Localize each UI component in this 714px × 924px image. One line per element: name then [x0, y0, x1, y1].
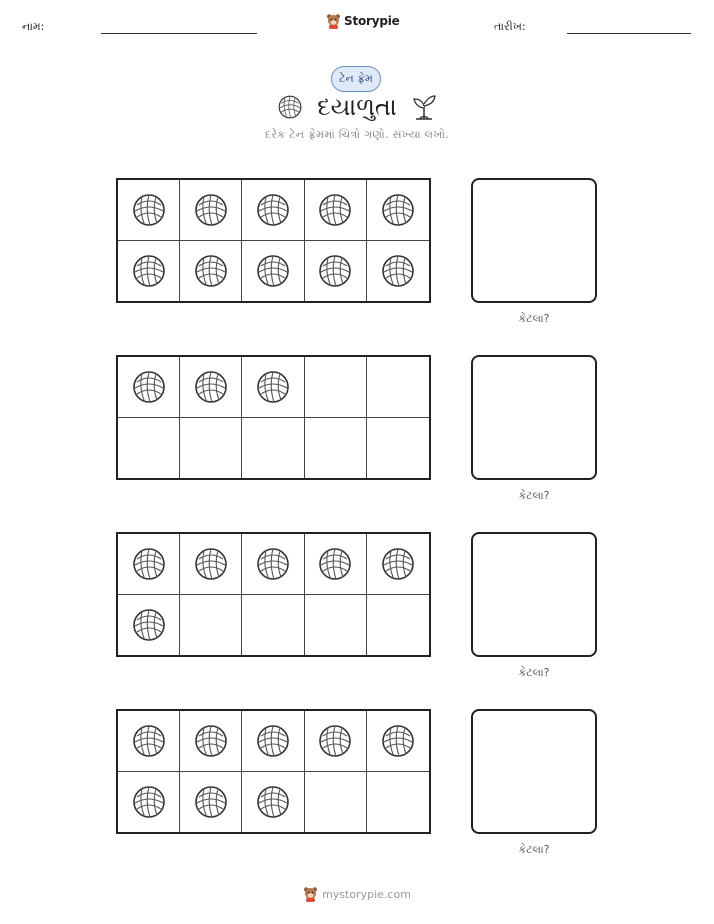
yarn-ball-icon	[317, 192, 353, 228]
frame-cell	[367, 595, 429, 656]
yarn-ball-icon	[277, 94, 303, 120]
yarn-ball-icon	[255, 546, 291, 582]
frame-cell	[242, 595, 304, 656]
frame-cell	[367, 357, 429, 418]
date-line[interactable]	[567, 33, 691, 34]
answer-box-3[interactable]	[471, 532, 597, 657]
yarn-ball-icon	[380, 253, 416, 289]
yarn-ball-icon	[255, 192, 291, 228]
name-label: નામ:	[22, 20, 45, 33]
instructions: દરેક ટેન ફ્રેમમાં ચિત્રો ગણો. સંખ્યા લખો.	[264, 128, 450, 141]
answer-label: કેટલા?	[518, 666, 550, 679]
answer-box-1[interactable]	[471, 178, 597, 303]
yarn-ball-icon	[255, 369, 291, 405]
yarn-ball-icon	[193, 369, 229, 405]
yarn-ball-icon	[380, 546, 416, 582]
yarn-ball-icon	[317, 723, 353, 759]
page-title: દયાળુતા	[317, 93, 397, 121]
frame-cell	[180, 772, 242, 833]
ten-frame-3	[116, 532, 431, 657]
frame-cell	[180, 180, 242, 241]
frame-cell	[118, 180, 180, 241]
frame-cell	[305, 534, 367, 595]
yarn-ball-icon	[193, 784, 229, 820]
yarn-ball-icon	[255, 723, 291, 759]
yarn-ball-icon	[380, 723, 416, 759]
frame-cell	[305, 180, 367, 241]
ten-frame-4	[116, 709, 431, 834]
frame-cell	[367, 534, 429, 595]
yarn-ball-icon	[380, 192, 416, 228]
frame-cell	[118, 534, 180, 595]
frame-cell	[367, 418, 429, 479]
footer-url[interactable]: mystorypie.com	[322, 887, 411, 901]
answer-label: કેટલા?	[518, 843, 550, 856]
frame-cell	[118, 241, 180, 302]
name-line[interactable]	[101, 33, 257, 34]
frame-cell	[305, 595, 367, 656]
frame-cell	[305, 711, 367, 772]
yarn-ball-icon	[317, 253, 353, 289]
frame-cell	[242, 711, 304, 772]
frame-cell	[242, 418, 304, 479]
yarn-ball-icon	[131, 784, 167, 820]
yarn-ball-icon	[255, 253, 291, 289]
frame-cell	[180, 711, 242, 772]
frame-cell	[118, 595, 180, 656]
frame-cell	[367, 772, 429, 833]
frame-cell	[118, 772, 180, 833]
yarn-ball-icon	[193, 723, 229, 759]
date-label: તારીખ:	[494, 20, 526, 33]
yarn-ball-icon	[193, 546, 229, 582]
frame-cell	[242, 534, 304, 595]
frame-cell	[180, 418, 242, 479]
yarn-ball-icon	[255, 784, 291, 820]
frame-cell	[118, 711, 180, 772]
frame-cell	[180, 595, 242, 656]
answer-box-2[interactable]	[471, 355, 597, 480]
frame-cell	[118, 357, 180, 418]
yarn-ball-icon	[131, 192, 167, 228]
yarn-ball-icon	[193, 253, 229, 289]
ten-frame-2	[116, 355, 431, 480]
yarn-ball-icon	[317, 546, 353, 582]
footer	[0, 886, 714, 902]
frame-cell	[367, 180, 429, 241]
frame-cell	[180, 534, 242, 595]
frame-cell	[242, 241, 304, 302]
yarn-ball-icon	[131, 723, 167, 759]
bear-mascot-icon	[326, 13, 341, 29]
frame-cell	[242, 357, 304, 418]
frame-cell	[242, 180, 304, 241]
frame-cell	[180, 241, 242, 302]
brand-logo	[326, 13, 400, 29]
yarn-ball-icon	[193, 192, 229, 228]
answer-label: કેટલા?	[518, 489, 550, 502]
answer-label: કેટલા?	[518, 312, 550, 325]
bear-mascot-icon	[303, 886, 318, 902]
frame-cell	[367, 711, 429, 772]
brand-name: Storypie	[344, 14, 400, 28]
worksheet-type-badge: ટેન ફ્રેમ	[331, 66, 381, 92]
yarn-ball-icon	[131, 369, 167, 405]
ten-frame-1	[116, 178, 431, 303]
frame-cell	[180, 357, 242, 418]
frame-cell	[305, 418, 367, 479]
yarn-ball-icon	[131, 607, 167, 643]
frame-cell	[367, 241, 429, 302]
sprout-icon	[411, 92, 437, 122]
yarn-ball-icon	[131, 253, 167, 289]
frame-cell	[305, 357, 367, 418]
frame-cell	[118, 418, 180, 479]
frame-cell	[305, 772, 367, 833]
answer-box-4[interactable]	[471, 709, 597, 834]
frame-cell	[305, 241, 367, 302]
yarn-ball-icon	[131, 546, 167, 582]
frame-cell	[242, 772, 304, 833]
title-row	[0, 92, 714, 122]
